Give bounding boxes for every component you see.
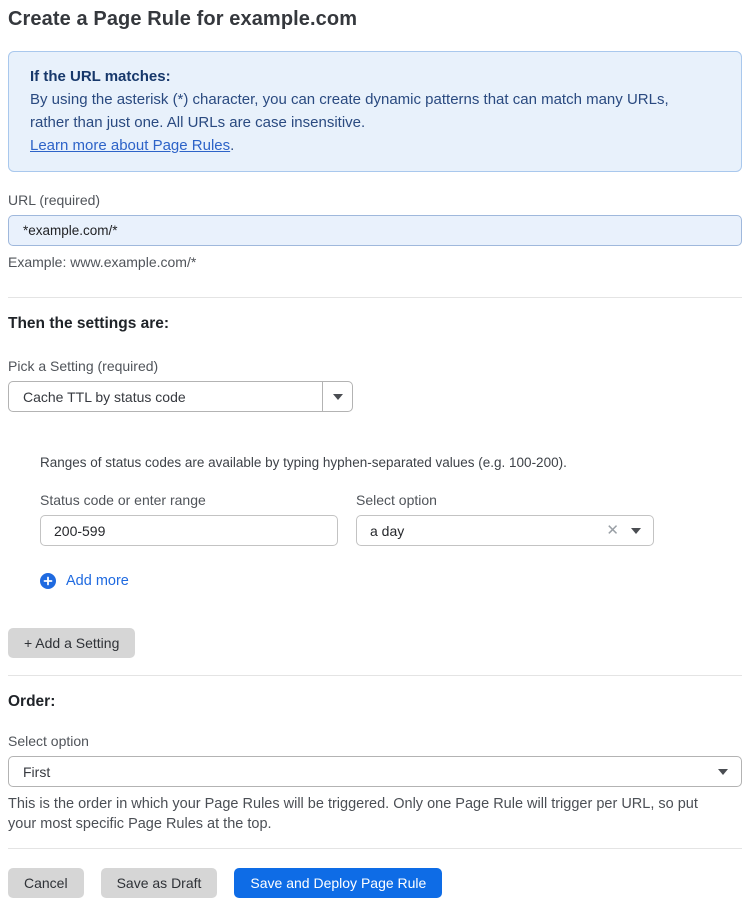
- divider: [8, 675, 742, 676]
- setting-detail-section: [40, 455, 742, 594]
- order-heading: Order:: [8, 693, 56, 710]
- clear-icon[interactable]: ✕: [606, 522, 619, 539]
- order-help-text: This is the order in which your Page Rules will be triggered. Only one Page Rule will trigger per URL, so put your most specific Page Rules at the top.: [8, 796, 698, 832]
- ttl-option-column: [356, 492, 654, 546]
- url-match-info-box: [8, 51, 742, 172]
- caret-down-icon: [333, 394, 343, 400]
- ttl-option-label: Select option: [356, 492, 437, 508]
- caret-down-icon: [631, 528, 641, 534]
- status-code-column: [40, 492, 338, 546]
- ttl-option-select[interactable]: [356, 515, 654, 546]
- order-select-label: Select option: [8, 733, 89, 749]
- url-input[interactable]: [8, 215, 742, 246]
- add-more-link[interactable]: [40, 573, 129, 589]
- pick-setting-label: Pick a Setting (required): [8, 358, 159, 374]
- page-title: Create a Page Rule for example.com: [8, 8, 358, 30]
- divider: [8, 297, 742, 298]
- save-deploy-button[interactable]: Save and Deploy Page Rule: [234, 868, 442, 898]
- url-field-label: URL (required): [8, 192, 101, 208]
- settings-heading: Then the settings are:: [8, 315, 170, 332]
- setting-select-arrow-segment[interactable]: [322, 382, 352, 411]
- caret-down-icon: [718, 769, 728, 775]
- learn-more-link[interactable]: Learn more about Page Rules: [30, 137, 231, 154]
- ttl-caret-wrap[interactable]: [628, 528, 653, 534]
- setting-select-value: Cache TTL by status code: [23, 388, 186, 405]
- info-box-heading: If the URL matches:: [30, 68, 171, 85]
- status-code-row: [40, 492, 742, 546]
- order-caret-wrap: [705, 769, 741, 775]
- info-box-body: By using the asterisk (*) character, you can create dynamic patterns that can match many URLs, rather than just one. All URLs are case insensitive.: [30, 91, 669, 131]
- info-link-row: [30, 134, 720, 157]
- save-draft-button[interactable]: Save as Draft: [101, 868, 218, 898]
- ttl-option-value: a day: [370, 522, 405, 539]
- status-code-input[interactable]: [40, 515, 338, 546]
- plus-circle-icon: [40, 573, 56, 589]
- add-setting-button[interactable]: + Add a Setting: [8, 628, 135, 658]
- status-code-label: Status code or enter range: [40, 492, 206, 508]
- cancel-button[interactable]: Cancel: [8, 868, 84, 898]
- footer-actions: [8, 868, 742, 898]
- divider: [8, 848, 742, 849]
- setting-select[interactable]: [8, 381, 353, 412]
- link-period-text: .: [230, 137, 235, 154]
- order-select[interactable]: [8, 756, 742, 787]
- add-more-label: Add more: [66, 573, 129, 589]
- url-example-text: Example: www.example.com/*: [8, 254, 197, 270]
- status-range-hint: Ranges of status codes are available by typing hyphen-separated values (e.g. 100-200).: [40, 455, 567, 470]
- order-select-value: First: [23, 763, 51, 780]
